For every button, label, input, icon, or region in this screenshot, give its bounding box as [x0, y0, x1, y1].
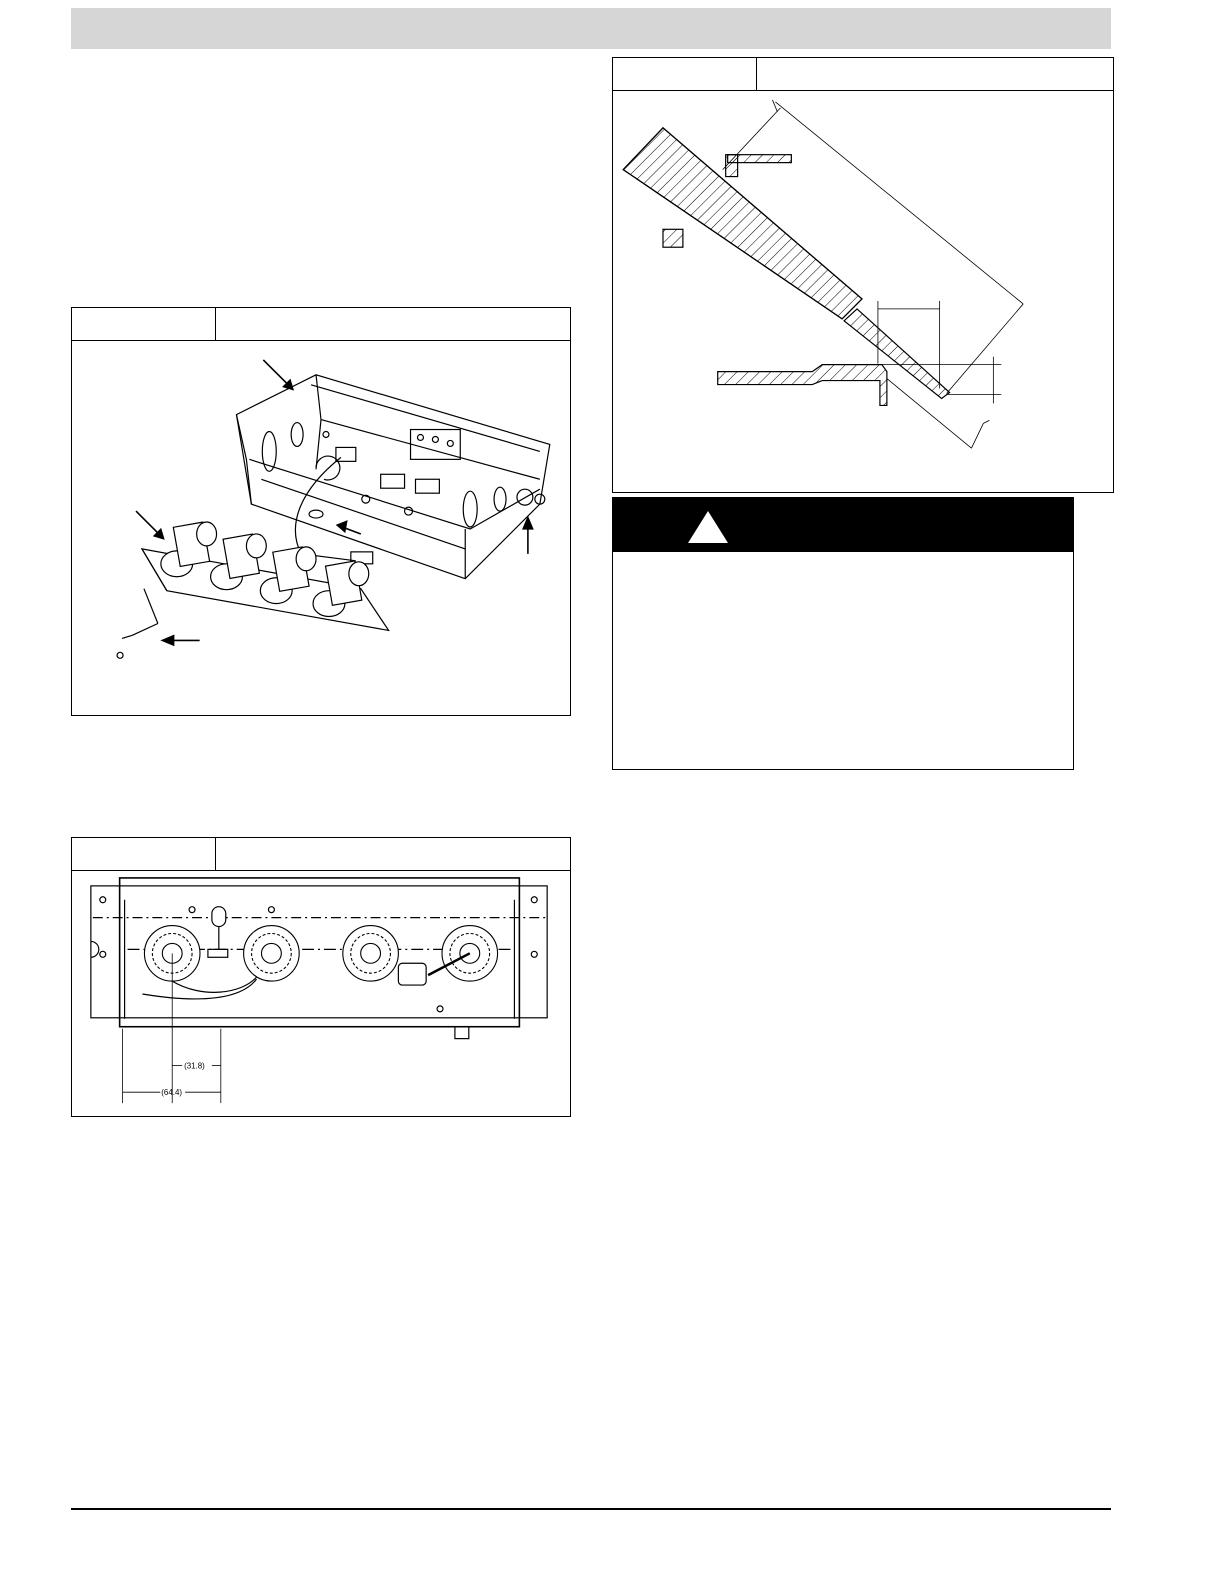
- figure-title-cell: [216, 308, 570, 340]
- figure-title-cell: [757, 58, 1113, 90]
- page-footer-rule: [71, 1508, 1111, 1510]
- figure-burner-cross-section-header: [613, 58, 1113, 91]
- warning-box: [612, 497, 1074, 770]
- page-header-bar: [71, 8, 1111, 49]
- warning-triangle-icon: [687, 510, 729, 544]
- burner-top-view-drawing: [72, 870, 570, 1116]
- warning-header: [613, 498, 1073, 552]
- figure-burner-top-view: [71, 837, 571, 1117]
- figure-burner-assembly-header: [72, 308, 570, 341]
- burner-assembly-drawing: [72, 340, 570, 715]
- figure-burner-assembly: [71, 307, 571, 716]
- figure-burner-top-view-header: [72, 838, 570, 871]
- figure-number-cell: [613, 58, 757, 90]
- figure-title-cell: [216, 838, 570, 870]
- burner-cross-section-drawing: [613, 90, 1113, 492]
- figure-number-cell: [72, 838, 216, 870]
- dim-inner-label: (31.8): [184, 1061, 205, 1071]
- figure-burner-cross-section: [612, 57, 1114, 493]
- figure-number-cell: [72, 308, 216, 340]
- dim-outer-label: (64.4): [161, 1088, 183, 1098]
